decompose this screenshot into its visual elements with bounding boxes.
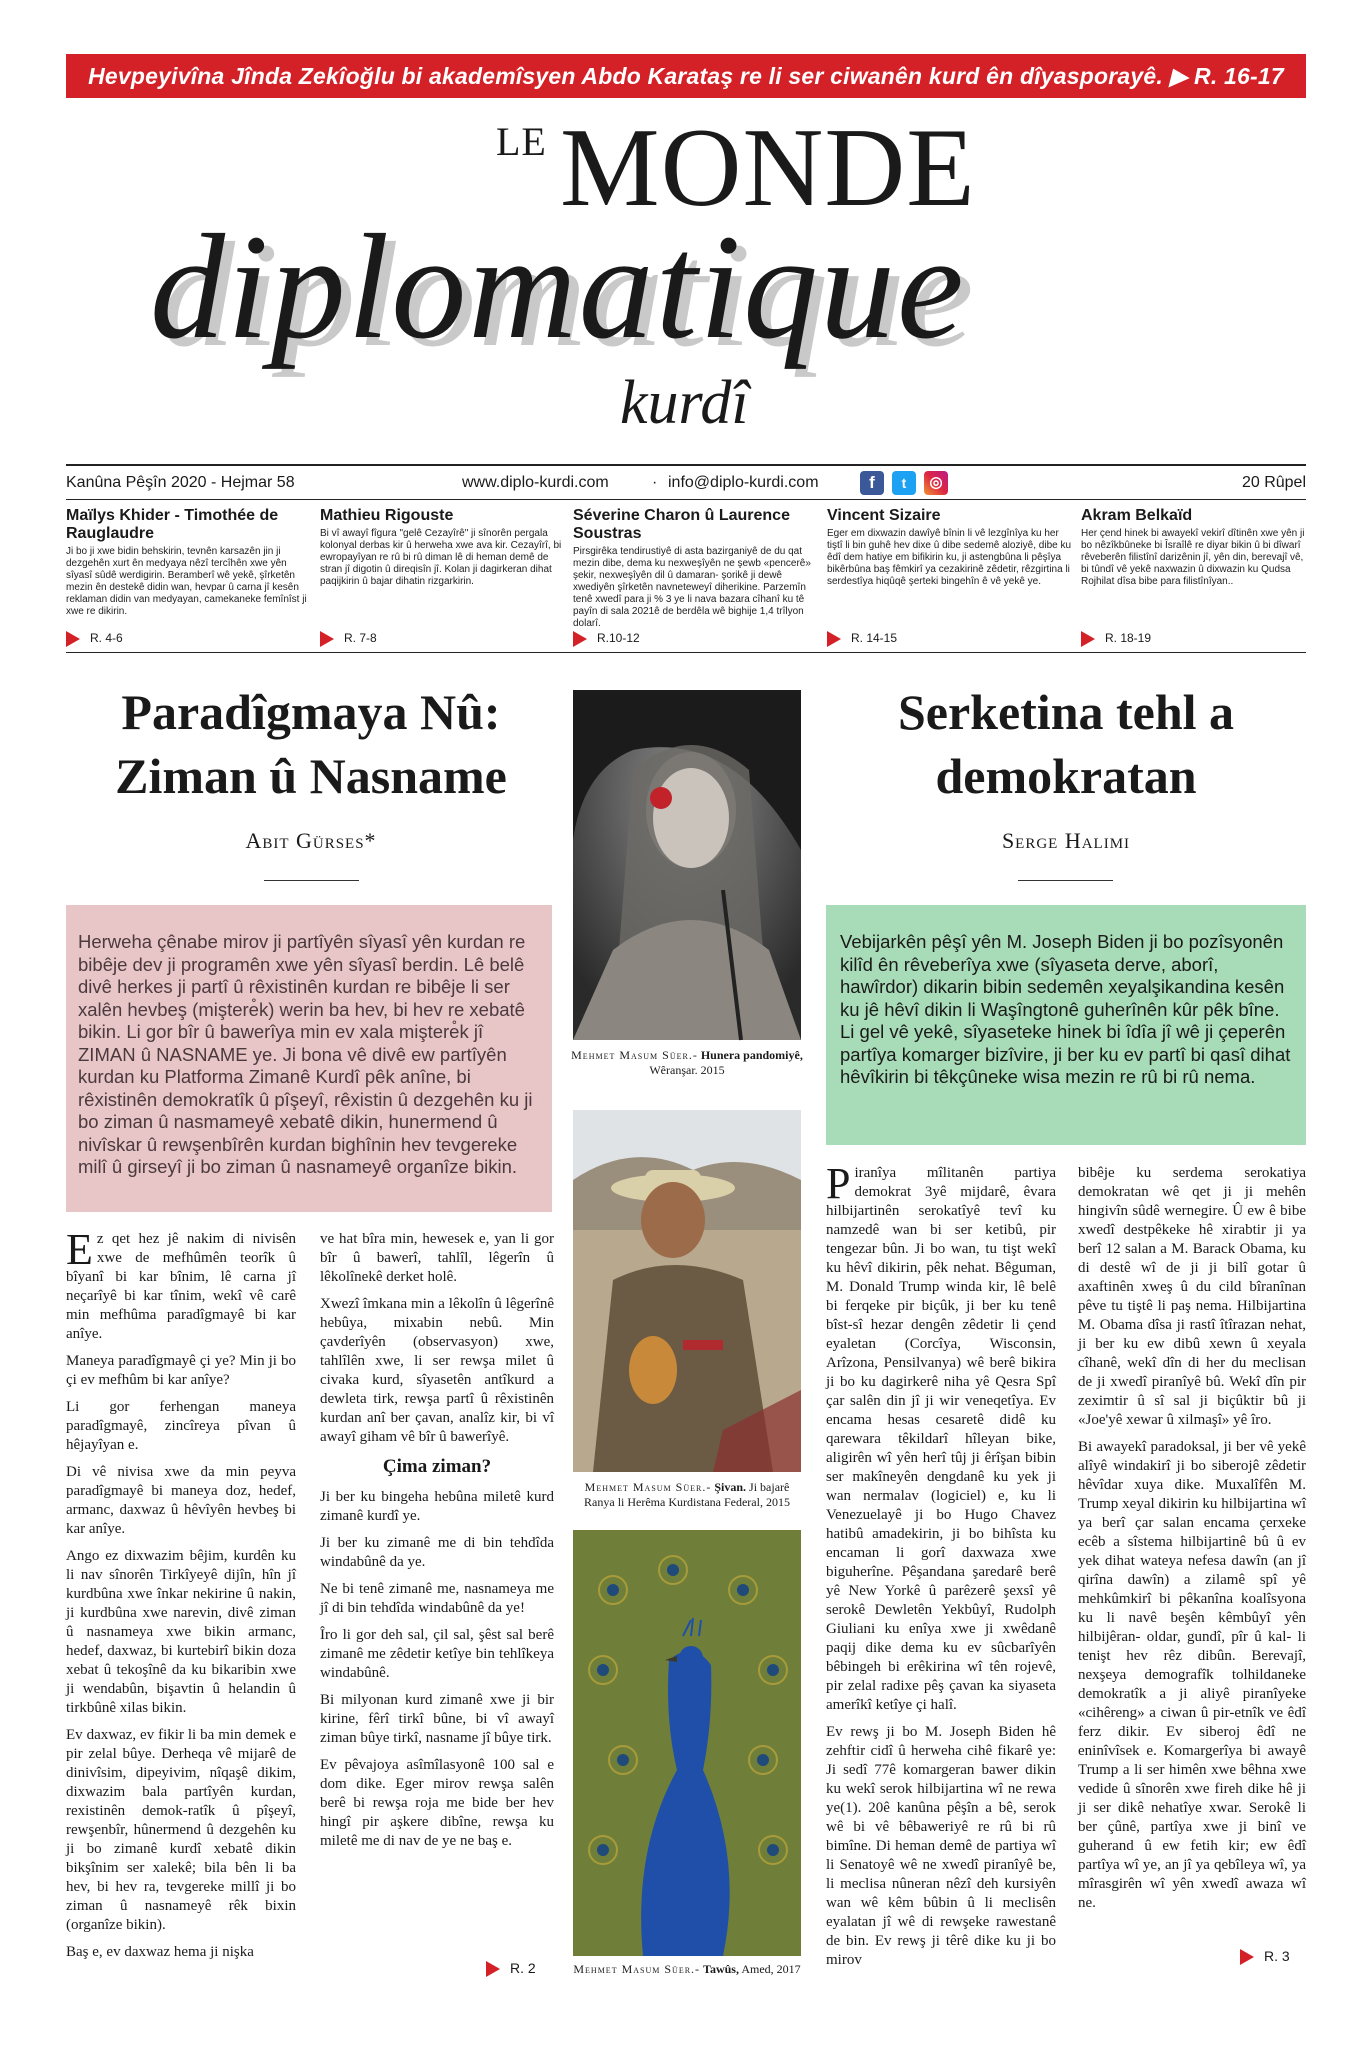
author-teaser[interactable] bbox=[573, 507, 818, 630]
website-link[interactable]: www.diplo-kurdi.com bbox=[462, 474, 609, 491]
issue-info: Kanûna Pêşîn 2020 - Hejmar 58 bbox=[66, 474, 295, 491]
author-desc: Pirsgirêka tendirustiyê di asta bazirganiyê de du qat mezin dibe, dema ku nexweşîyên ne şewb «pencerê» şekir, nexweşîyên dil û damaran- şorikê ji dewê xwediyên şîrketên navneteweyî diherikine. Parzemîn tenê xwedî para ji % 3 ye li nava bazara cîhanî ku tê payîn di sala 2021ê de berdêla wê bighije 1,4 trîlyon dolarî. bbox=[573, 546, 811, 629]
email-link[interactable]: info@diplo-kurdi.com bbox=[668, 474, 819, 491]
left-body-col2: ve hat bîra min, hewesek e, yan li gor bîr û bawerî, tahlîl, lêgerîn û lêkolînekê derket holê. Xwezî îmkana min a lêkolîn û lêgerînê hebûya, mixabin nebû. Min çavderîyên (observasyon) xwe, tahlîlên xwe, li ser rewşa milet û civaka kurd, sîyasetên antîkurd a dewleta tirk, rewşa partî û rêxistinên kurdan anî ber çavan, analîz kir, bi vî awayî giham vê bîr û bawerîyê. Çima ziman? Ji ber ku bingeha hebûna miletê kurd zimanê kurdî ye. Ji ber ku zimanê me di bin tehdîda windabûnê da ye. Ne bi tenê zimanê me, nasnameya me jî di bin tehdîda windabûnê da ye! Îro li gor deh sal, çil sal, şêst sal berê zimanê me zêdetir ketîye bin tehlîkeya windabûnê. Bi milyonan kurd zimanê xwe ji bir kirine, fêrî tirkî bûne, bi vî awayî ziman bûye tirkî, nasname jî bûye tirk. Ev pêvajoya asîmîlasyonê 100 sal e dom dike. Eger mirov rewşa salên berê bi rewşa roja me bide ber hev hingî pir aşkere dibîne, rewşa ku miletê me di nav de ye ne baş e. bbox=[320, 1231, 554, 1849]
author-desc: Ji bo ji xwe bidin behskirin, tevnên karsazên jin ji dezgehên xurt ên medyaya nêzî tercîhên xwe yên sîyasî sûdê werdigirin. Beramberî wê yekê, şîrketên mezin ên destekê didin wan, hevpar û carna jî kesên reklaman didin van medyayan, camekaneke femînîst ji xwe re dikirin. bbox=[66, 546, 307, 617]
masthead-kurdi: kurdî bbox=[620, 369, 749, 437]
play-icon bbox=[320, 631, 334, 647]
photo-caption: Mehmet Masum Süer.- Hunera pandomiyê, Wêranşar. 2015 bbox=[571, 1048, 803, 1077]
right-lead-box bbox=[826, 905, 1306, 1145]
right-article-title[interactable]: Serketina tehl a demokratan bbox=[897, 684, 1235, 804]
divider bbox=[66, 499, 1306, 500]
page-ref[interactable]: R. 14-15 bbox=[827, 630, 897, 647]
author-teaser[interactable] bbox=[320, 507, 565, 588]
continued-ref[interactable]: R. 3 bbox=[1240, 1948, 1290, 1965]
dropcap: P bbox=[826, 1159, 851, 1208]
author-name: Vincent Sizaire bbox=[827, 507, 941, 524]
author-desc: Her çend hinek bi awayekî vekirî dîtinên xwe yên ji bo nêzîkbûneke bi Îsraîlê re diyar bikin û bi dîwarî rêveberên filistînî darizênin jî, yên din, berevajî vê, bi tûndî vê yekê naxwazin û dixwazin ku Qudsa Rojhilat dîsa bibe para filistînîyan.. bbox=[1081, 528, 1305, 587]
twitter-icon[interactable]: t bbox=[892, 471, 916, 495]
masthead-le: LE bbox=[496, 119, 547, 164]
play-icon bbox=[573, 631, 587, 647]
top-banner[interactable]: Hevpeyivîna Jînda Zekîoğlu bi akademîsyen Abdo Karataş re li ser ciwanên kurd ên dîyasporayê. ▶ R. 16-17 bbox=[66, 54, 1306, 98]
author-teaser[interactable] bbox=[1081, 507, 1306, 588]
right-body-col2: bibêje ku serdema serokatiya demokratan wê qet ji ji mehên hingivîn sûdê wernegire. Û ew ê bibe xwedî destpêkeke hê xirabtir ji ya berî 12 salan a M. Barack Obama, ku di destê wî de ji ji bilî gotar û axaftinên xweş û du cild bîranînan pêve tu tiştê li paş nema. Hilbijartina M. Obama dîsa ji rastî îtîrazan nehat, ji ber ku ew dibû xewn û xeyala cîhanê, wekî dîn di her du meclisan de ji xwedî piranîyê bû. Wekî dîn pir zeximtir û sî sal ji biçûktir bû ji «Joe'yê xewar û xilmaşî» yê îro. Bi awayekî paradoksal, ji ber vê yekê alîyê windakirî ji bo siberojê zêdetir hêvîdar xuya dike. Muxalîfên M. Trump xeyal dikirin ku hilbijartina wî ya berî çar salan encama çerxeke ecêb a sîstema hilbijartinê bû û ev yek dihat wateya nefesa dawîn (an jî qirîna dawîn) a zilamê spî yê mehkûmkirî bi pêkanîna koalîsyona ku li navê beşên kêmbûyî yên hilbijêran- oldar, gundî, pîr û kal- li tenişt hev rêz dibûn. Berevajî, nexşeya demografîk tolhildaneke demokratîk a ji aliyê piranîyeke «cihêreng» a ciwan û pir-etnîk ve êdî ferz dikir. Ev siberoj êdî ne eninîvîsek e. Komargerîya bi awayê Trump a li ser himên xwe bêhna xwe vedide û sînorên xwe fireh dike hê ji ji ser dikê nehatîye xwar. Serokê li ber çûnê, partîya xwe ji binî ve guherand û ew fetih kir; ew êdî partîya wî ye, an jî ya qebîleya wî, ya mîrasgirên wî yên xwedî awaza wî ne. bbox=[1078, 1165, 1306, 1911]
page-ref[interactable]: R. 4-6 bbox=[66, 630, 123, 647]
play-icon bbox=[827, 631, 841, 647]
photo-pantomime bbox=[573, 690, 801, 1040]
page-ref[interactable]: R.10-12 bbox=[573, 630, 640, 647]
photo-caption: Mehmet Masum Süer.- Tawûs, Amed, 2017 bbox=[573, 1962, 801, 1976]
play-icon bbox=[66, 631, 80, 647]
author-name: Séverine Charon û Laurence Soustras bbox=[573, 507, 790, 542]
play-icon bbox=[486, 1961, 500, 1977]
divider bbox=[66, 652, 1306, 653]
page-count: 20 Rûpel bbox=[1241, 474, 1306, 491]
author-name: Mathieu Rigouste bbox=[320, 507, 454, 524]
author-teaser[interactable] bbox=[827, 507, 1072, 588]
right-lead-text: Vebijarkên pêşî yên M. Joseph Biden ji bo pozîsyonên kilîd ên rêveberîya xwe (sîyaseta derve, aborî, hawîrdor) dikarin bibin sedemên xeyalşikandina kesên ku jê hêvî dikin li Waşîngtonê guherînên kûr pêk bîne. Li gel vê yekê, sîyaseteke hinek bi îdîa jî wê ji çeperên partîya komarger bizîvire, ji ber ku ev partî bi qasî dihat hêvîkirin bi têkçûneke wisa mezin re rû bi rû nema. bbox=[840, 931, 1291, 1087]
right-article-author: Serge Halimi bbox=[1001, 828, 1131, 853]
page-ref[interactable]: R. 7-8 bbox=[320, 630, 377, 647]
play-icon bbox=[1240, 1949, 1254, 1965]
instagram-icon[interactable]: ◎ bbox=[924, 471, 948, 495]
masthead-diplomatique: diplomatique bbox=[150, 204, 966, 370]
photo-caption: Mehmet Masum Süer.- Şivan. Ji bajarê Ranya li Herêma Kurdistana Federal, 2015 bbox=[584, 1480, 790, 1509]
separator-dot: · bbox=[652, 474, 658, 491]
author-desc: Eger em dixwazin dawîyê bînin li vê lezgînîya ku her tiştî li bin guhê hev dixe û dibe sedemê aloziyê, dibe ku êdî dem hatiye em bifikirin ku, ji astengbûna li pêşîya bikêrbûna baş fêmkirî ya cezakirinê zêdetir, rêzgirtina li serdestîya hiqûqê şerteki bingehîn ê vê yekê ye. bbox=[827, 528, 1072, 587]
author-teaser[interactable] bbox=[66, 507, 311, 618]
divider bbox=[1018, 880, 1113, 881]
page-ref[interactable]: R. 18-19 bbox=[1081, 630, 1151, 647]
dropcap: E bbox=[66, 1225, 93, 1274]
play-icon bbox=[1081, 631, 1095, 647]
left-lead-text: Herweha çênabe mirov ji partîyên sîyasî yên kurdan re bibêje dev ji programên xwe yên sîyasî berdin. Lê belê divê herkes ji partî û rêxistinên kurdan re bibêje li ser xalên hevbeş (miştere̊k) werin ba hev, bi hev re xebatê bikin. Li gor bîr û bawerîya min ev xala miştere̊k jî ZIMAN û NASNAME ye. Ji bona vê divê ew partîyên kurdan ku Platforma Zimanê Kurdî pêk anîne, bi rêxistinên demokratîk û pîşeyî, rêxistin û dezgehên ku ji bo ziman û nasmameyê xebatê dikin, hunermend û nivîskar û rewşenbîrên kurdan bighînin hev tevgereke milî û girseyî ji bo ziman û nasnameyê organîze bikin. bbox=[78, 931, 533, 1177]
left-body-col1: Ez qet hez jê nakim di nivisên xwe de mefhûmên teorîk û bîyanî bi kar bînim, lê carna jî neçarîyê bi kar tînim, wekî vê carê min mefhûma paradîgmayê bi kar anîye. Maneya paradîgmayê çi ye? Min ji bo çi ev mefhûm bi kar anîye? Li gor ferhengan maneya paradîgmayê, zincîreya pîvan û hêjayîyan e. Di vê nivisa xwe da min peyva paradîgmayê bi maneya doz, hedef, armanc, daxwaz û hêvîyên hevbeş bi kar anîye. Ango ez dixwazim bêjim, kurdên ku li nav sînorên Tirkîyeyê dijîn, hîn jî kurdbûna xwe înkar nekirine û nakin, ji kurdbûna xwe narevin, divê ziman û nasnameya xwe bikin armanc, hedef, daxwaz, bi kurtebirî bikin doza xebat û tekoşînê da ku bikaribin xwe ji wendabûn, bişavtin û helandin û tirkbûnê xilas bikin. Ev daxwaz, ev fikir li ba min demek e pir zelal bûye. Derheqa vê mijarê de dinivîsim, dipeyivim, nîqaşê dikim, dixwazim bala partîyên kurdan, rexistinên demok-ratîk û pîşeyî, rewşenbîr, hûnermend û dezgehên ku ji bo zimanê kurdî xebatê dikin bikşînim ser xalekê; bila bên li ba hev, bi hev ra, tevgereke millî ji bo ziman û nasnameyê rêk bixin (organîze bikin). Baş e, ev daxwaz hema ji nişka bbox=[66, 1225, 296, 1960]
author-name: Maïlys Khider - Timothée de Rauglaudre bbox=[66, 507, 279, 542]
continued-ref[interactable]: R. 2 bbox=[486, 1960, 536, 1977]
left-article-title[interactable]: Paradîgmaya Nû: Ziman û Nasname bbox=[115, 684, 507, 804]
left-lead-box bbox=[66, 905, 552, 1212]
masthead-monde: MONDE bbox=[560, 106, 976, 230]
social-links bbox=[856, 471, 948, 495]
left-article-author: Abit Gürses* bbox=[245, 828, 377, 853]
right-body-col1: Piranîya mîlitanên partiya demokrat 3yê mijdarê, êvara hilbijartinên serokatîyê tevî ku namzedê wan bi ser ketibû, pir tengezar bûn. Ji bo wan, tu tişt wekî ku hêvî dikirin, pêk nehat. Bêguman, M. Donald Trump winda kir, lê belê bi ferqeke pir biçûk, ji ber ku tenê bîst-sî hezar dengên zêdetir li çend eyaletan (Corcîya, Wisconsin, Arîzona, Pensilvanya) wê berê bikira ji bo ku dagirkerê niha yê Qesra Spî çar salên din jî ji wir veneqetîya. Ev encama hesas cesaretê didê ku qarewara têkildarî hîleyan bike, aligirên wî yên herî tûj ji êrîşan bibin ser makîneyên dengdanê ku yek ji wan nermalav (logiciel) e, ku li Venezuelayê ji bo Hugo Chavez hatibû amadekirin, ji bo bihîsta ku encaman li gorî daxwaza xwe biguherîne. Pêşandana şaredarê berê yê New Yorkê û parêzerê şexsî yê serokê Dewletên Yekbûyî, Rudolph Giuliani ku enîya xwe ji xwêdanê paqij dike dema ku ev sûcbarîyên bêbingeh bi erêkirina wî tên rojevê, pir zelal radixe pêş çavan ka siyaseta amerîkî ketîye çi halî. Ev rewş ji bo M. Joseph Biden hê zehftir cidî û herweha cihê fikarê ye: Ji sedî 77ê komargeran bawer dikin ku wekî serok hilbijartina wî ne rewa ye(1). 20ê kanûna pêşîn a bê, serok wê bi vê bêbaweriyê re rû bi rû bimîne. Di heman demê de partiya wî li Senatoyê wê ne xwedî piranîyê be, li meclisa nûneran nêzî deh kursiyên wan wê kêm bûbin û li meclisên eyalatan jî wê di rewşeke rawestanê de bin. Ev rewş ji têrê dike ku ji bo mirov bbox=[826, 1159, 1056, 1968]
photo-peacock bbox=[573, 1530, 801, 1956]
divider bbox=[66, 464, 1306, 466]
author-name: Akram Belkaïd bbox=[1081, 507, 1193, 524]
photo-shepherd bbox=[573, 1110, 801, 1472]
facebook-icon[interactable]: f bbox=[860, 471, 884, 495]
author-desc: Bi vî awayî fîgura "gelê Cezayîrê" ji sînorên pergala kolonyal derbas kir û herweha xwe ava kir. Cezayîrî, bi ewropayîyan re rû bi rû diman lê di heman demê de stran jî digotin û direqisîn jî. Kolan ji dagirkeran dihat paqijkirin û bajar dihatin rizgarkirin. bbox=[320, 528, 562, 587]
subheading: Çima ziman? bbox=[382, 1456, 492, 1477]
divider bbox=[264, 880, 359, 881]
